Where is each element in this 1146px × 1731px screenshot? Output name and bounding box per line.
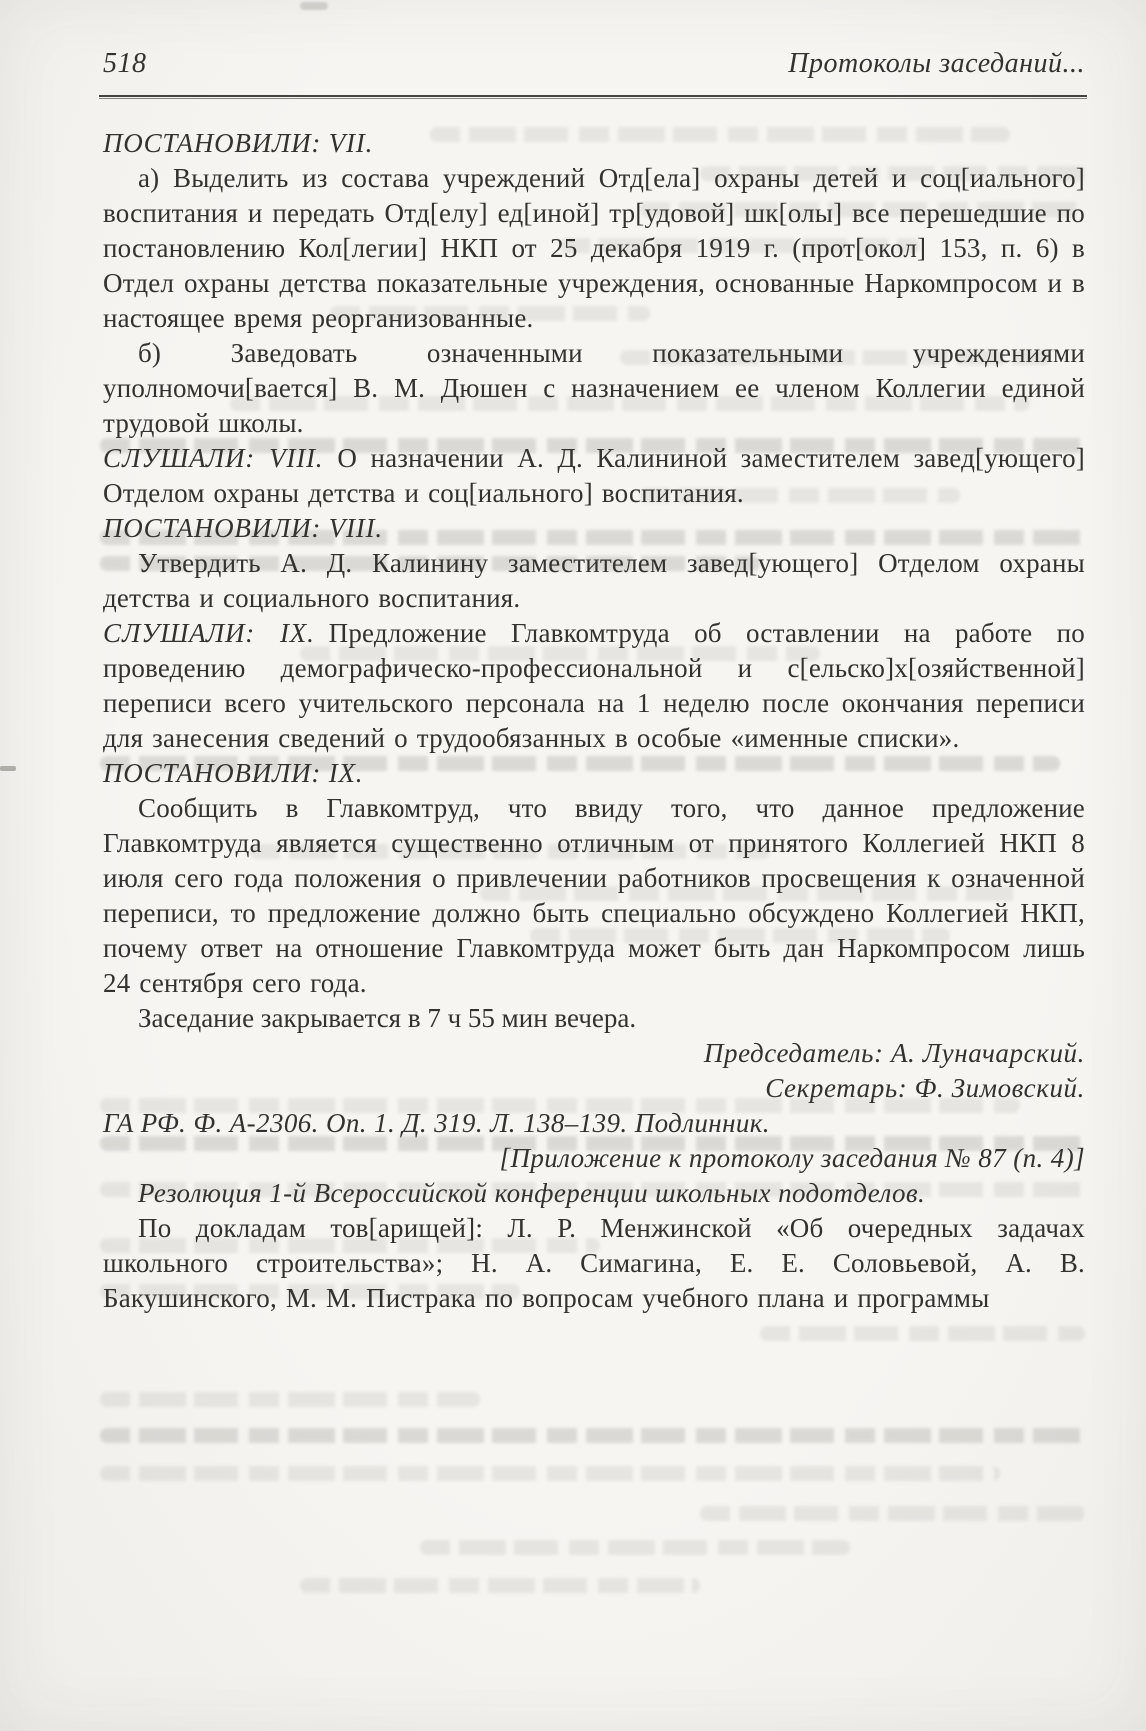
paragraph-reports: По докладам тов[арищей]: Л. Р. Менжинской «Об очередных задачах школьного строительства»; Н. А. Симагина, Е. Е. Соловьевой, А. В. Бакушинского, М. М. Пистрака по вопросам учебного плана и программы [103, 1213, 1085, 1313]
ghost-line [760, 1326, 1085, 1341]
appendix-note: [Приложение к протоколу заседания № 87 (п. 4)] [499, 1143, 1085, 1173]
paragraph-resolved-ix: Сообщить в Главкомтруд, что ввиду того, что данное предложение Главкомтруда является существенно отличным от принятого Коллегией НКП 8 июля сего года положения о привлечении работников просвещения к означенной переписи, то предложение должно быть специально обсуждено Коллегией НКП, почему ответ на отношение Главкомтруда может быть дан Наркомпросом лишь 24 сентября сего года. [103, 793, 1085, 998]
paragraph-resolved-vii-item-b: б) Заведовать означенными показательными учреждениями уполномочи[вается] В. М. Дюшен с назначением ее членом Коллегии единой трудовой школы. [103, 338, 1085, 438]
page-number: 518 [103, 48, 147, 79]
ghost-line [300, 1578, 700, 1593]
ghost-line [100, 1392, 480, 1407]
scan-artifact [300, 2, 328, 10]
section-heard-ix [103, 616, 1085, 756]
section-text-heard-viii: О назначении А. Д. Калининой заместителем завед[ующего] Отделом охраны детства и соц[иального] воспитания. [103, 443, 1085, 508]
paragraph-resolved-vii-item-a: а) Выделить из состава учреждений Отд[ела] охраны детей и соц[иального] воспитания и передать Отд[елу] ед[иной] тр[удовой] шк[олы] все перешедшие по постановлению Кол[легии] НКП от 25 декабря 1919 г. (прот[окол] 153, п. 6) в Отдел охраны детства показательные учреждения, основанные Наркомпросом и в настоящее время реорганизованные. [103, 163, 1085, 333]
archive-reference: ГА РФ. Ф. А-2306. Оп. 1. Д. 319. Л. 138–139. Подлинник. [103, 1108, 770, 1138]
section-text-heard-ix: Предложение Главкомтруда об оставлении на работе по проведению демографическо-профессиональной и с[ельско]х[озяйственной] переписи всего учительского персонала на 1 неделю после окончания переписи для занесения сведений о трудообязанных в особые «именные списки». [103, 618, 1085, 753]
ghost-line [420, 1540, 850, 1555]
page-header [103, 48, 1085, 80]
closing-line: Заседание закрывается в 7 ч 55 мин вечера. [138, 1003, 637, 1033]
signature-chairman: Председатель: А. Луначарский. [703, 1038, 1085, 1068]
signature-secretary: Секретарь: Ф. Зимовский. [765, 1073, 1085, 1103]
ghost-line [700, 1506, 1085, 1521]
section-label-heard-viii: СЛУШАЛИ: VIII. [103, 443, 324, 473]
section-heading-resolved-viii: ПОСТАНОВИЛИ: VIII. [103, 513, 383, 543]
paragraph-resolved-viii: Утвердить А. Д. Калинину заместителем завед[ующего] Отделом охраны детства и социального воспитания. [103, 548, 1085, 613]
section-heard-viii [103, 441, 1085, 511]
header-rule [99, 95, 1087, 100]
ghost-line [100, 1466, 1000, 1481]
section-heading-resolved-vii: ПОСТАНОВИЛИ: VII. [103, 128, 374, 158]
running-title: Протоколы заседаний... [788, 48, 1085, 79]
scan-artifact [0, 766, 16, 771]
ghost-line [100, 1428, 1085, 1443]
section-heading-resolved-ix: ПОСТАНОВИЛИ: IX. [103, 758, 364, 788]
section-label-heard-ix: СЛУШАЛИ: IX. [103, 618, 315, 648]
document-body [103, 126, 1085, 1316]
resolution-title: Резолюция 1-й Всероссийской конференции школьных подотделов. [138, 1178, 926, 1208]
